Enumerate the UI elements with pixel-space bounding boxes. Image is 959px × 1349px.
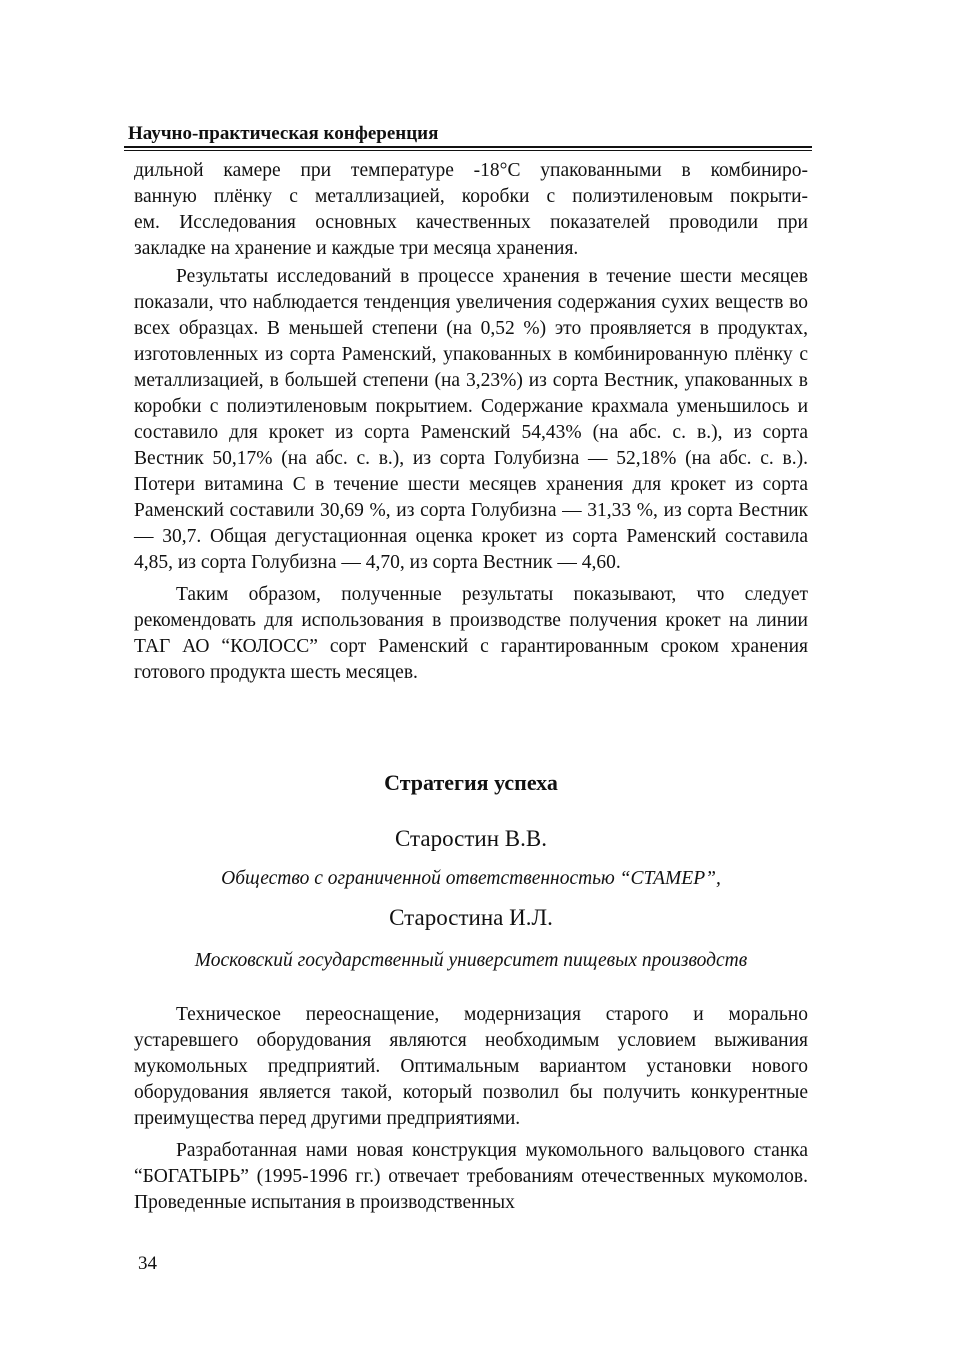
author-name: Старостин В.В. (395, 826, 547, 851)
author-affiliation: Общество с ограниченной ответственностью “СТАМЕР”, (221, 868, 721, 889)
body-paragraph: Техническое переоснащение, модернизация старого и морально устаревшего оборудования являются необходимым условием выживания мукомольных предприятий. Оптимальным вариантом установки нового оборудования является такой, который позволил бы получить конкурентные преимущества перед другими предприятиями. (134, 1004, 808, 1129)
page-number: 34 (138, 1253, 157, 1274)
conclusion-paragraph: Таким образом, полученные результаты показывают, что следует рекомендовать для использования в производстве получения крокет на линии ТАГ АО “КОЛОСС” сорт Раменский с гарантированным сроком хранения готового продукта шесть месяцев. (134, 584, 808, 683)
article-body (134, 1002, 808, 1222)
article-title: Стратегия успеха (384, 770, 558, 795)
continuation-line: дильной камере при температуре -18°С упакованными в комбиниро- (134, 160, 808, 181)
results-paragraph: Результаты исследований в процессе хранения в течение шести месяцев показали, что наблюдается тенденция увеличения содержания сухих веществ во всех образцах. В меньшей степени (на 0,52 %) это проявляется в продуктах, изготовленных из сорта Раменский, упакованных в комбинированную плёнку с металлизацией, в большей степени (на 3,23%) из сорта Вестник, упакованных в коробки с полиэтиленовым покрытием. Содержание крахмала уменьшилось и составило для крокет из сорта Раменский 54,43% (на абс. с. в.), из сорта Вестник 50,17% (на абс. с. в.), из сорта Голубизна — 52,18% (на абс. с. в.). Потери витамина С в течение шести месяцев хранения для крокет из сорта Раменский составили 30,69 %, из сорта Голубизна — 31,33 %, из сорта Вестник — 30,7. Общая дегустационная оценка крокет из сорта Раменский составила 4,85, из сорта Голубизна — 4,70, из сорта Вестник — 4,60. (134, 266, 808, 573)
body-paragraph: Разработанная нами новая конструкция мукомольного вальцового станка “БОГАТЫРЬ” (1995-1996 гг.) отвечает требованиям отечественных мукомолов. Проведенные испытания в производственных (134, 1140, 808, 1213)
continuation-line: ем. Исследования основных качественных показателей проводили при (134, 212, 808, 233)
continuation-line: закладке на хранение и каждые три месяца хранения. (134, 238, 579, 259)
author-name: Старостина И.Л. (389, 905, 553, 930)
continuation-line: ванную плёнку с металлизацией, коробки с полиэтиленовым покрыти- (134, 186, 808, 207)
results-block (134, 264, 808, 692)
running-header: Научно-практическая конференция (128, 123, 439, 144)
author-affiliation: Московский государственный университет пищевых производств (194, 950, 748, 971)
header-rule (124, 146, 812, 151)
continuation-paragraph (134, 158, 808, 262)
